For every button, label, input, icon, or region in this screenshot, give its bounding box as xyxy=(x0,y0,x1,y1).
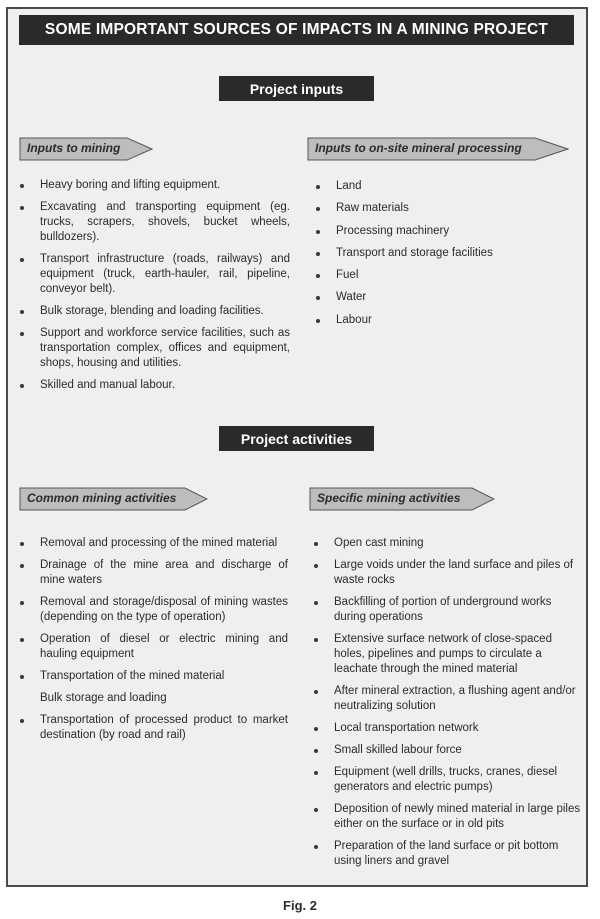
list-item-text: Operation of diesel or electric mining and hauling equipment xyxy=(40,633,288,660)
inputs-to-processing-label xyxy=(307,137,569,161)
list-item xyxy=(316,224,566,239)
list-item-text: Land xyxy=(336,180,362,192)
bullet xyxy=(314,749,318,753)
bullet xyxy=(20,206,24,210)
bullet xyxy=(316,252,320,256)
bullet xyxy=(20,542,24,546)
list-item xyxy=(316,179,566,194)
bullet xyxy=(20,719,24,723)
list-item-text: Water xyxy=(336,291,367,304)
list-item xyxy=(316,268,566,283)
list-item xyxy=(314,632,584,677)
list-item xyxy=(316,313,566,328)
list-item-text: Transport infrastructure (roads, railways) and equipment (truck, earth-hauler, rail, pipeline, conveyor belt). xyxy=(40,253,290,295)
figure-title: SOME IMPORTANT SOURCES OF IMPACTS IN A MINING PROJECT xyxy=(19,15,574,45)
list-item-text: Bulk storage, blending and loading facilities. xyxy=(40,305,264,317)
list-item xyxy=(314,595,584,625)
list-item xyxy=(20,595,288,625)
list-item xyxy=(20,252,290,297)
list-item-text: Drainage of the mine area and discharge of mine waters xyxy=(40,559,288,586)
list-item-text: Bulk storage and loading xyxy=(40,692,167,704)
common-activities-label xyxy=(19,487,208,511)
project-activities-heading: Project activities xyxy=(219,426,374,451)
inputs-to-mining-list xyxy=(20,178,290,400)
list-item-text: Removal and processing of the mined material xyxy=(40,537,278,549)
figure-caption: Fig. 2 xyxy=(283,898,317,913)
list-item-text: Transport and storage facilities xyxy=(336,246,493,259)
list-item xyxy=(20,536,288,551)
bullet xyxy=(20,332,24,336)
list-item xyxy=(314,684,584,714)
list-item-text: Heavy boring and lifting equipment. xyxy=(40,179,221,191)
bullet xyxy=(20,184,24,188)
list-item-text: Transportation of processed product to market destination (by road and rail) xyxy=(40,714,288,741)
list-item xyxy=(314,558,584,588)
list-item xyxy=(314,743,584,758)
bullet xyxy=(316,230,320,234)
list-item-text: Excavating and transporting equipment (eg. trucks, scrapers, shovels, bucket wheels, bulldozers). xyxy=(40,201,290,243)
bullet xyxy=(314,638,318,642)
list-item xyxy=(314,536,584,551)
list-item xyxy=(316,201,566,216)
list-item-text: After mineral extraction, a flushing agent and/or neutralizing solution xyxy=(334,685,576,712)
inputs-to-processing-list xyxy=(316,179,566,335)
list-item xyxy=(316,246,566,261)
common-activities-text: Common mining activities xyxy=(27,491,177,505)
list-item xyxy=(20,178,290,193)
bullet xyxy=(316,274,320,278)
list-item xyxy=(20,200,290,245)
list-item xyxy=(20,632,288,662)
bullet xyxy=(20,675,24,679)
bullet xyxy=(314,845,318,849)
bullet xyxy=(20,601,24,605)
list-item xyxy=(314,839,584,869)
list-item-text: Open cast mining xyxy=(334,537,424,549)
bullet xyxy=(20,384,24,388)
list-item xyxy=(20,558,288,588)
bullet xyxy=(314,564,318,568)
list-item-text: Labour xyxy=(336,313,372,326)
list-item-text: Extensive surface network of close-spaced holes, pipelines and pumps to circulate a leachate through the mined material xyxy=(334,633,552,675)
list-item xyxy=(20,378,290,393)
list-item-text: Equipment (well drills, trucks, cranes, diesel generators and electric pumps) xyxy=(334,766,558,793)
bullet xyxy=(314,601,318,605)
list-item-text: Backfilling of portion of underground works during operations xyxy=(334,596,552,623)
list-item-text: Raw materials xyxy=(336,202,409,215)
list-item xyxy=(314,765,584,795)
list-item-text: Transportation of the mined material xyxy=(40,670,225,682)
list-item xyxy=(20,304,290,319)
project-inputs-heading: Project inputs xyxy=(219,76,374,101)
bullet xyxy=(316,207,320,211)
list-item xyxy=(20,326,290,371)
list-item-text: Fuel xyxy=(336,269,359,282)
list-item-text: Support and workforce service facilities, such as transportation complex, offices and equipment, shops, housing and utilities. xyxy=(40,327,290,369)
bullet xyxy=(314,771,318,775)
list-item-text: Large voids under the land surface and piles of waste rocks xyxy=(334,559,574,586)
list-item-text: Processing machinery xyxy=(336,224,450,237)
bullet xyxy=(316,185,320,189)
inputs-to-processing-text: Inputs to on-site mineral processing xyxy=(315,141,522,155)
bullet xyxy=(316,319,320,323)
specific-activities-text: Specific mining activities xyxy=(317,491,461,505)
list-item-text: Deposition of newly mined material in large piles either on the surface or in old pits xyxy=(334,803,581,830)
list-item-plain xyxy=(20,691,288,706)
bullet xyxy=(314,727,318,731)
list-item-text: Local transportation network xyxy=(334,722,479,734)
common-activities-list xyxy=(20,536,288,750)
inputs-to-mining-label xyxy=(19,137,153,161)
bullet xyxy=(314,690,318,694)
list-item xyxy=(20,713,288,743)
bullet xyxy=(316,296,320,300)
list-item xyxy=(314,721,584,736)
bullet xyxy=(20,258,24,262)
list-item-text: Small skilled labour force xyxy=(334,744,462,756)
inputs-to-mining-text: Inputs to mining xyxy=(27,141,121,155)
specific-activities-list xyxy=(314,536,584,876)
list-item-text: Removal and storage/disposal of mining wastes (depending on the type of operation) xyxy=(40,596,288,623)
list-item xyxy=(314,802,584,832)
bullet xyxy=(20,310,24,314)
list-item xyxy=(20,669,288,684)
list-item xyxy=(316,290,566,305)
bullet xyxy=(314,808,318,812)
list-item-text: Skilled and manual labour. xyxy=(40,379,175,391)
bullet xyxy=(20,638,24,642)
bullet xyxy=(314,542,318,546)
specific-activities-label xyxy=(309,487,495,511)
bullet xyxy=(20,564,24,568)
list-item-text: Preparation of the land surface or pit bottom using liners and gravel xyxy=(334,840,559,867)
